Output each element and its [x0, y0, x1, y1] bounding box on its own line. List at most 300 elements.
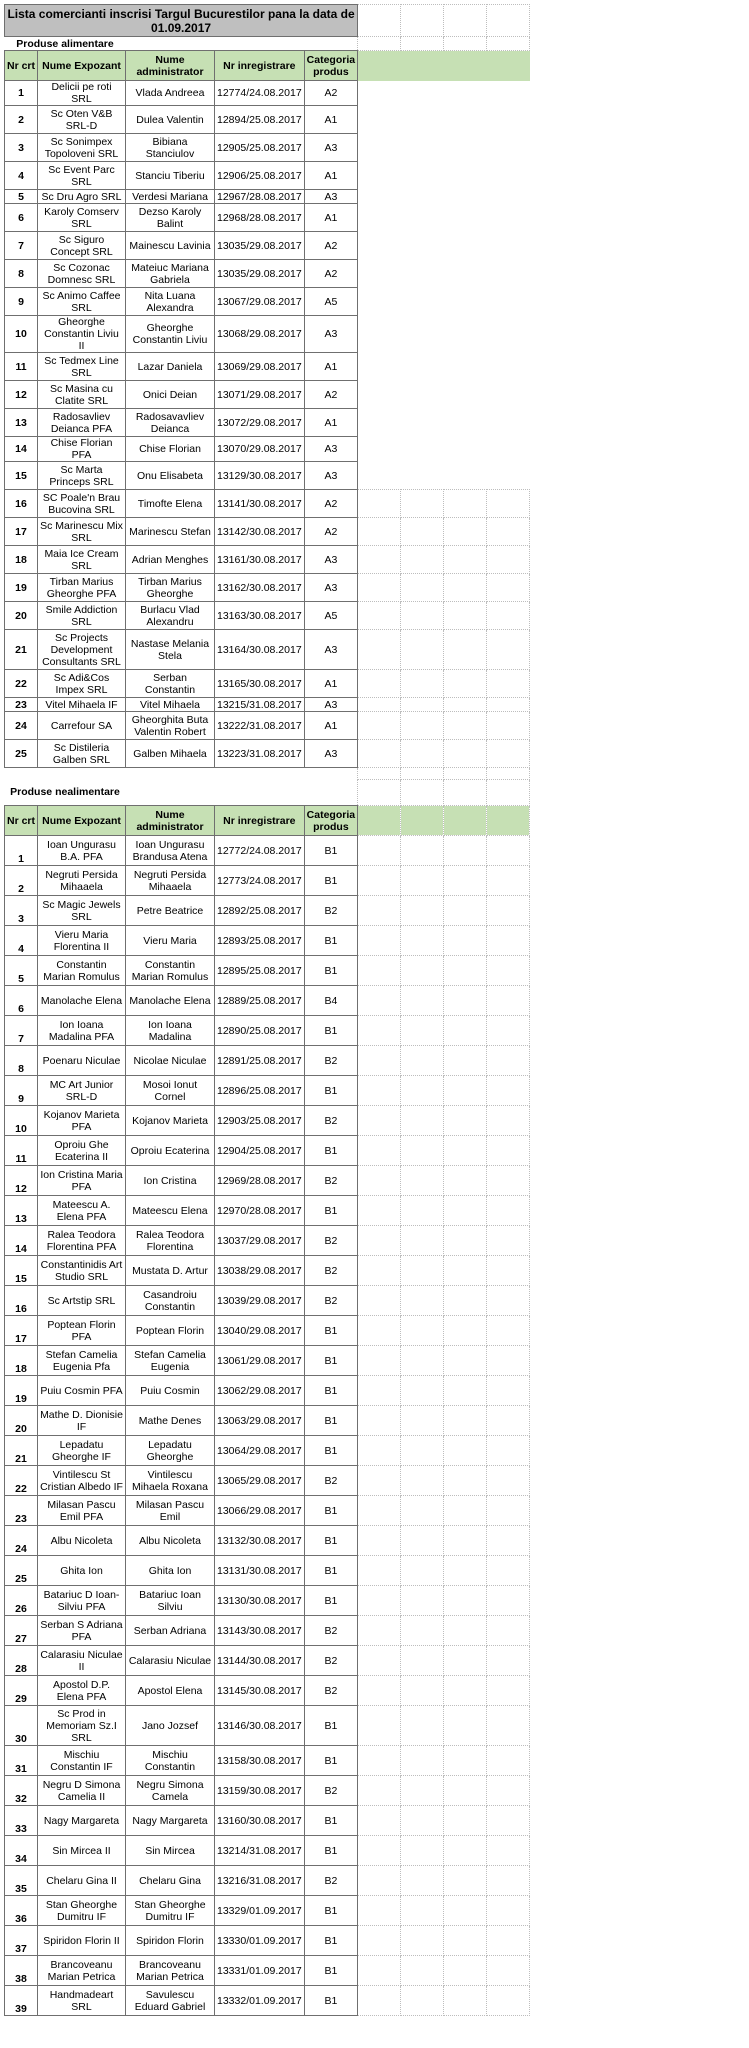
registration-number: 13035/29.08.2017 [215, 232, 305, 260]
row-number: 17 [5, 1316, 38, 1346]
empty-cell [487, 1746, 530, 1776]
administrator-name: Ion Ioana Madalina [126, 1016, 215, 1046]
registration-number: 12968/28.08.2017 [215, 204, 305, 232]
empty-cell [401, 806, 444, 836]
empty-cell [487, 670, 530, 698]
product-category: B2 [304, 1286, 357, 1316]
empty-cell [444, 670, 487, 698]
registration-number: 12893/25.08.2017 [215, 926, 305, 956]
exhibitor-name: Radosavliev Deianca PFA [38, 409, 126, 437]
row-number: 19 [5, 1376, 38, 1406]
registration-number: 12970/28.08.2017 [215, 1196, 305, 1226]
column-header-row [5, 806, 530, 836]
exhibitor-name: Vintilescu St Cristian Albedo IF [38, 1466, 126, 1496]
row-number: 20 [5, 1406, 38, 1436]
empty-cell [444, 1496, 487, 1526]
empty-cell [358, 806, 401, 836]
row-number: 29 [5, 1676, 38, 1706]
product-category: B4 [304, 986, 357, 1016]
empty-cell [401, 1646, 444, 1676]
registration-number: 13146/30.08.2017 [215, 1706, 305, 1746]
table-row [5, 1836, 530, 1866]
empty-cell [444, 260, 487, 288]
empty-cell [487, 381, 530, 409]
empty-cell [126, 37, 215, 51]
product-category: B1 [304, 1706, 357, 1746]
row-number: 11 [5, 1136, 38, 1166]
exhibitor-name: Stefan Camelia Eugenia Pfa [38, 1346, 126, 1376]
empty-cell [401, 1286, 444, 1316]
table-row [5, 260, 530, 288]
empty-cell [444, 926, 487, 956]
table-row [5, 1926, 530, 1956]
product-category: A3 [304, 316, 357, 353]
empty-cell [487, 1646, 530, 1676]
registration-number: 12905/25.08.2017 [215, 134, 305, 162]
product-category: B1 [304, 1316, 357, 1346]
empty-cell [487, 1466, 530, 1496]
empty-cell [358, 546, 401, 574]
exhibitor-name: Poptean Florin PFA [38, 1316, 126, 1346]
exhibitor-name: Tirban Marius Gheorghe PFA [38, 574, 126, 602]
empty-cell [444, 232, 487, 260]
administrator-name: Chise Florian [126, 437, 215, 462]
table-row [5, 698, 530, 712]
empty-cell [401, 1526, 444, 1556]
product-category: A3 [304, 437, 357, 462]
empty-cell [487, 1676, 530, 1706]
empty-cell [358, 1016, 401, 1046]
table-row [5, 712, 530, 740]
empty-cell [487, 1316, 530, 1346]
row-number: 25 [5, 1556, 38, 1586]
table-row [5, 1196, 530, 1226]
product-category: B1 [304, 1806, 357, 1836]
registration-number: 13163/30.08.2017 [215, 602, 305, 630]
row-number: 10 [5, 316, 38, 353]
exhibitor-name: Chise Florian PFA [38, 437, 126, 462]
empty-cell [444, 1986, 487, 2016]
empty-cell [401, 106, 444, 134]
empty-cell [401, 37, 444, 51]
product-category: A3 [304, 574, 357, 602]
registration-number: 13160/30.08.2017 [215, 1806, 305, 1836]
empty-cell [487, 1286, 530, 1316]
empty-cell [401, 134, 444, 162]
registration-number: 13131/30.08.2017 [215, 1556, 305, 1586]
product-category: A3 [304, 462, 357, 490]
row-number: 31 [5, 1746, 38, 1776]
table-row [5, 316, 530, 353]
empty-cell [358, 602, 401, 630]
registration-number: 13162/30.08.2017 [215, 574, 305, 602]
empty-cell [358, 1106, 401, 1136]
product-category: B2 [304, 1616, 357, 1646]
empty-cell [487, 260, 530, 288]
empty-cell [487, 602, 530, 630]
administrator-name: Nita Luana Alexandra [126, 288, 215, 316]
empty-cell [358, 1436, 401, 1466]
registration-number: 13065/29.08.2017 [215, 1466, 305, 1496]
empty-cell [444, 409, 487, 437]
empty-cell [358, 1616, 401, 1646]
empty-cell [401, 1316, 444, 1346]
registration-number: 13161/30.08.2017 [215, 546, 305, 574]
table-row [5, 190, 530, 204]
empty-cell [444, 574, 487, 602]
table-row [5, 1046, 530, 1076]
empty-cell [358, 1986, 401, 2016]
title-row [5, 5, 530, 37]
table-row [5, 381, 530, 409]
administrator-name: Serban Constantin [126, 670, 215, 698]
table-row [5, 1346, 530, 1376]
product-category: A2 [304, 490, 357, 518]
empty-cell [487, 698, 530, 712]
row-number: 14 [5, 437, 38, 462]
registration-number: 13061/29.08.2017 [215, 1346, 305, 1376]
exhibitor-name: Sc Artstip SRL [38, 1286, 126, 1316]
table-row [5, 1136, 530, 1166]
empty-cell [401, 1556, 444, 1586]
empty-cell [444, 1616, 487, 1646]
registration-number: 13142/30.08.2017 [215, 518, 305, 546]
table-row [5, 986, 530, 1016]
administrator-name: Mathe Denes [126, 1406, 215, 1436]
administrator-name: Vintilescu Mihaela Roxana [126, 1466, 215, 1496]
row-number: 32 [5, 1776, 38, 1806]
empty-cell [358, 1166, 401, 1196]
empty-cell [358, 1466, 401, 1496]
empty-cell [358, 1316, 401, 1346]
empty-cell [401, 1226, 444, 1256]
product-category: A2 [304, 381, 357, 409]
empty-cell [444, 1136, 487, 1166]
administrator-name: Lepadatu Gheorghe [126, 1436, 215, 1466]
row-number: 39 [5, 1986, 38, 2016]
empty-cell [444, 1646, 487, 1676]
empty-cell [401, 956, 444, 986]
row-number: 24 [5, 712, 38, 740]
exhibitor-name: Sc Animo Caffee SRL [38, 288, 126, 316]
product-category: B1 [304, 1436, 357, 1466]
administrator-name: Marinescu Stefan [126, 518, 215, 546]
empty-cell [358, 1866, 401, 1896]
administrator-name: Mateiuc Mariana Gabriela [126, 260, 215, 288]
empty-cell [358, 409, 401, 437]
registration-number: 13040/29.08.2017 [215, 1316, 305, 1346]
empty-cell [401, 1836, 444, 1866]
empty-cell [444, 1676, 487, 1706]
product-category: A1 [304, 712, 357, 740]
empty-cell [487, 1556, 530, 1586]
empty-cell [401, 1166, 444, 1196]
administrator-name: Mustata D. Artur [126, 1256, 215, 1286]
empty-cell [401, 232, 444, 260]
product-category: A2 [304, 518, 357, 546]
exhibitor-name: Albu Nicoleta [38, 1526, 126, 1556]
column-header: Nr crt [5, 806, 38, 836]
empty-cell [487, 1436, 530, 1466]
table-row [5, 1866, 530, 1896]
empty-cell [444, 740, 487, 768]
table-row [5, 670, 530, 698]
registration-number: 13069/29.08.2017 [215, 353, 305, 381]
row-number: 10 [5, 1106, 38, 1136]
table-row [5, 1316, 530, 1346]
empty-cell [401, 316, 444, 353]
empty-cell [444, 1776, 487, 1806]
table-row [5, 1956, 530, 1986]
empty-cell [358, 1256, 401, 1286]
row-number: 24 [5, 1526, 38, 1556]
administrator-name: Gheorghe Constantin Liviu [126, 316, 215, 353]
exhibitor-name: Sc Dru Agro SRL [38, 190, 126, 204]
empty-cell [358, 1746, 401, 1776]
administrator-name: Bibiana Stanciulov [126, 134, 215, 162]
row-number: 9 [5, 1076, 38, 1106]
empty-cell [487, 986, 530, 1016]
product-category: A3 [304, 740, 357, 768]
exhibitor-name: Sc Sonimpex Topoloveni SRL [38, 134, 126, 162]
empty-cell [358, 1776, 401, 1806]
registration-number: 13068/29.08.2017 [215, 316, 305, 353]
table-row [5, 1556, 530, 1586]
empty-cell [401, 740, 444, 768]
exhibitor-name: Ghita Ion [38, 1556, 126, 1586]
registration-number: 12903/25.08.2017 [215, 1106, 305, 1136]
product-category: B2 [304, 1046, 357, 1076]
empty-cell [487, 106, 530, 134]
table-row [5, 546, 530, 574]
exhibitor-name: Sc Siguro Concept SRL [38, 232, 126, 260]
administrator-name: Nicolae Niculae [126, 1046, 215, 1076]
section-title-row [5, 780, 530, 806]
exhibitor-name: Sc Marta Princeps SRL [38, 462, 126, 490]
table-row [5, 1466, 530, 1496]
row-number: 8 [5, 1046, 38, 1076]
registration-number: 12772/24.08.2017 [215, 836, 305, 866]
empty-cell [444, 1956, 487, 1986]
empty-cell [444, 1556, 487, 1586]
row-number: 36 [5, 1896, 38, 1926]
row-number: 15 [5, 462, 38, 490]
product-category: B1 [304, 1556, 357, 1586]
table-row [5, 1896, 530, 1926]
exhibitor-name: Ion Ioana Madalina PFA [38, 1016, 126, 1046]
column-header: Nr inregistrare [215, 51, 305, 81]
empty-cell [444, 437, 487, 462]
row-number: 28 [5, 1646, 38, 1676]
registration-number: 13035/29.08.2017 [215, 260, 305, 288]
product-category: B2 [304, 1776, 357, 1806]
registration-number: 12892/25.08.2017 [215, 896, 305, 926]
empty-cell [444, 1256, 487, 1286]
column-header: Categoria produs [304, 51, 357, 81]
exhibitor-name: Carrefour SA [38, 712, 126, 740]
exhibitor-name: SC Poale'n Brau Bucovina SRL [38, 490, 126, 518]
row-number: 25 [5, 740, 38, 768]
empty-cell [358, 740, 401, 768]
empty-cell [401, 204, 444, 232]
table-row [5, 204, 530, 232]
empty-cell [358, 1836, 401, 1866]
empty-cell [401, 780, 444, 806]
registration-number: 13037/29.08.2017 [215, 1226, 305, 1256]
empty-cell [215, 37, 305, 51]
empty-cell [401, 866, 444, 896]
product-category: A3 [304, 698, 357, 712]
empty-cell [358, 1926, 401, 1956]
empty-cell [401, 1926, 444, 1956]
empty-cell [444, 190, 487, 204]
row-number: 5 [5, 190, 38, 204]
exhibitor-name: Sc Distileria Galben SRL [38, 740, 126, 768]
administrator-name: Vitel Mihaela [126, 698, 215, 712]
empty-cell [401, 437, 444, 462]
registration-number: 13067/29.08.2017 [215, 288, 305, 316]
empty-cell [401, 1106, 444, 1136]
empty-cell [358, 5, 401, 37]
registration-number: 13071/29.08.2017 [215, 381, 305, 409]
product-category: B1 [304, 1956, 357, 1986]
administrator-name: Kojanov Marieta [126, 1106, 215, 1136]
exhibitor-name: Constantinidis Art Studio SRL [38, 1256, 126, 1286]
row-number: 20 [5, 602, 38, 630]
registration-number: 13072/29.08.2017 [215, 409, 305, 437]
empty-cell [487, 1406, 530, 1436]
administrator-name: Verdesi Mariana [126, 190, 215, 204]
empty-cell [487, 546, 530, 574]
empty-cell [358, 1406, 401, 1436]
empty-cell [487, 1196, 530, 1226]
administrator-name: Spiridon Florin [126, 1926, 215, 1956]
empty-cell [401, 1136, 444, 1166]
empty-cell [358, 106, 401, 134]
exhibitor-name: Ralea Teodora Florentina PFA [38, 1226, 126, 1256]
row-number: 7 [5, 232, 38, 260]
registration-number: 12894/25.08.2017 [215, 106, 305, 134]
product-category: A2 [304, 81, 357, 106]
exhibitor-name: Gheorghe Constantin Liviu II [38, 316, 126, 353]
product-category: A3 [304, 190, 357, 204]
empty-cell [358, 630, 401, 670]
empty-cell [401, 518, 444, 546]
empty-cell [444, 490, 487, 518]
empty-cell [5, 768, 358, 780]
empty-cell [401, 1196, 444, 1226]
registration-number: 13064/29.08.2017 [215, 1436, 305, 1466]
exhibitor-name: Delicii pe roti SRL [38, 81, 126, 106]
empty-cell [444, 1586, 487, 1616]
registration-number: 12967/28.08.2017 [215, 190, 305, 204]
empty-cell [444, 134, 487, 162]
exhibitor-name: Sc Masina cu Clatite SRL [38, 381, 126, 409]
registration-number: 13158/30.08.2017 [215, 1746, 305, 1776]
empty-cell [401, 630, 444, 670]
empty-cell [126, 780, 215, 806]
empty-cell [487, 1586, 530, 1616]
exhibitor-name: Constantin Marian Romulus [38, 956, 126, 986]
empty-cell [401, 5, 444, 37]
table-row [5, 409, 530, 437]
table-row [5, 1376, 530, 1406]
empty-cell [487, 806, 530, 836]
exhibitor-name: Poenaru Niculae [38, 1046, 126, 1076]
row-number: 4 [5, 162, 38, 190]
empty-cell [358, 1586, 401, 1616]
row-number: 22 [5, 670, 38, 698]
column-header: Nume administrator [126, 806, 215, 836]
empty-cell [487, 1376, 530, 1406]
empty-cell [444, 462, 487, 490]
administrator-name: Savulescu Eduard Gabriel [126, 1986, 215, 2016]
row-number: 30 [5, 1706, 38, 1746]
exhibitor-name: Mischiu Constantin IF [38, 1746, 126, 1776]
table-row [5, 1646, 530, 1676]
empty-cell [444, 806, 487, 836]
product-category: B1 [304, 1836, 357, 1866]
empty-cell [358, 162, 401, 190]
empty-cell [444, 1896, 487, 1926]
empty-cell [358, 574, 401, 602]
empty-cell [487, 190, 530, 204]
empty-cell [401, 1586, 444, 1616]
row-number: 15 [5, 1256, 38, 1286]
empty-cell [487, 836, 530, 866]
empty-cell [358, 353, 401, 381]
exhibitor-name: Sc Prod in Memoriam Sz.I SRL [38, 1706, 126, 1746]
registration-number: 13331/01.09.2017 [215, 1956, 305, 1986]
exhibitor-name: Sc Event Parc SRL [38, 162, 126, 190]
empty-cell [358, 260, 401, 288]
empty-cell [487, 1706, 530, 1746]
empty-cell [401, 1746, 444, 1776]
empty-cell [401, 1866, 444, 1896]
registration-number: 13214/31.08.2017 [215, 1836, 305, 1866]
table-row [5, 462, 530, 490]
empty-cell [401, 1676, 444, 1706]
empty-cell [444, 1806, 487, 1836]
empty-cell [358, 316, 401, 353]
empty-cell [444, 712, 487, 740]
empty-cell [444, 1526, 487, 1556]
product-category: A5 [304, 602, 357, 630]
empty-cell [358, 768, 401, 780]
empty-cell [358, 134, 401, 162]
product-category: A5 [304, 288, 357, 316]
product-category: B1 [304, 1586, 357, 1616]
table-row [5, 630, 530, 670]
table-row [5, 1706, 530, 1746]
empty-cell [444, 316, 487, 353]
empty-cell [358, 1956, 401, 1986]
empty-cell [358, 1076, 401, 1106]
table-row [5, 1496, 530, 1526]
registration-number: 12889/25.08.2017 [215, 986, 305, 1016]
administrator-name: Mischiu Constantin [126, 1746, 215, 1776]
table-row [5, 1526, 530, 1556]
empty-cell [444, 1016, 487, 1046]
table-row [5, 353, 530, 381]
empty-cell [444, 866, 487, 896]
empty-cell [487, 518, 530, 546]
empty-cell [358, 1556, 401, 1586]
empty-cell [487, 134, 530, 162]
empty-cell [401, 768, 444, 780]
empty-cell [444, 204, 487, 232]
empty-cell [487, 712, 530, 740]
